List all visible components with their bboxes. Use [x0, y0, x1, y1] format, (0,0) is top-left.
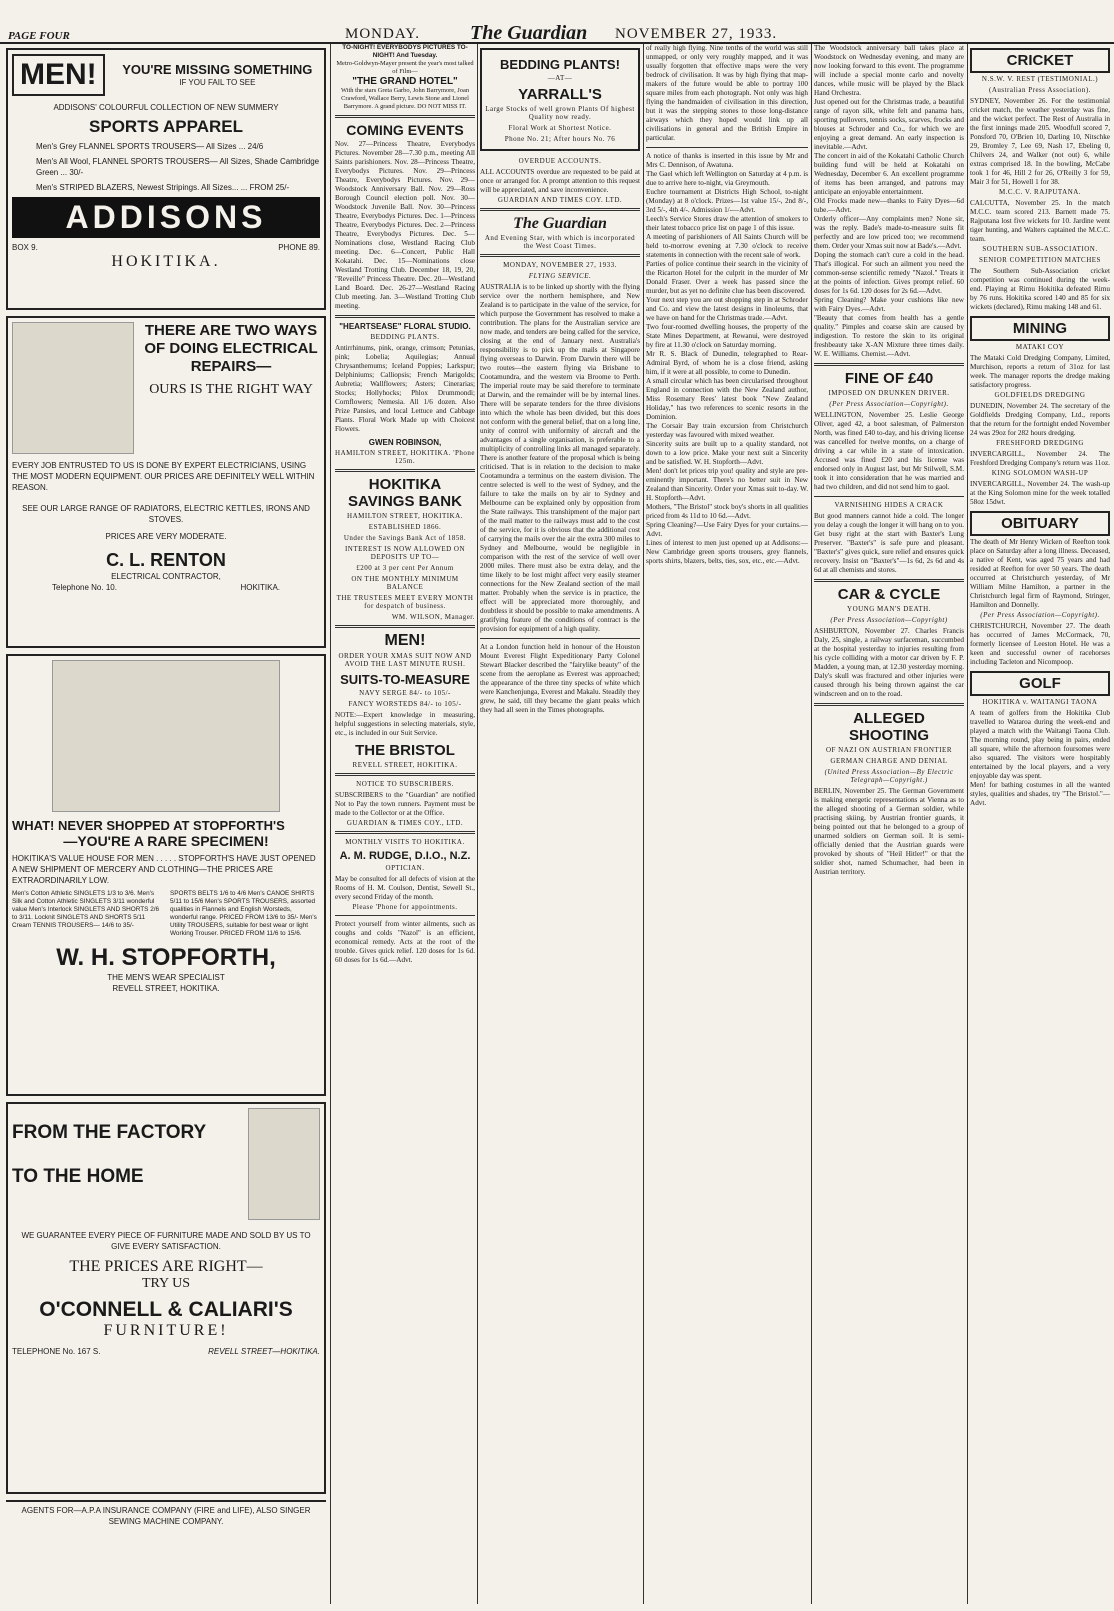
news-item: Just opened out for the Christmas trade, a beautiful range of rayon silk, white felt and panama hats, sporting pullovers, tennis socks, scarves, frocks and blouses at Schroder and Co., for which we are enjoying a great demand. An early inspection is inevitable.—Advt.	[814, 98, 964, 151]
addisons-sports: SPORTS APPAREL	[89, 117, 243, 136]
savings-bank-address: HAMILTON STREET, HOKITIKA.	[347, 512, 463, 520]
pictures-tonight: TO-NIGHT! EVERYBODYS PICTURES TO-NIGHT! And Tuesday.	[342, 44, 468, 59]
car-cycle-heading: CAR & CYCLE	[837, 586, 941, 603]
heartsease-heading: "HEARTSEASE" FLORAL STUDIO.	[339, 322, 471, 331]
bristol-order: ORDER YOUR XMAS SUIT NOW AND AVOID THE LAST MINUTE RUSH.	[338, 652, 472, 668]
renton-body: EVERY JOB ENTRUSTED TO US IS DONE BY EXPERT ELECTRICIANS, USING THE MOST MODERN EQUIPMENT. OUR PRICES ARE DEFINITELY WELL WITHIN REASON.	[12, 461, 315, 492]
news-item: Old Frocks made new—thanks to Fairy Dyes—6d tube.—Advt.	[814, 197, 964, 214]
guardian-title: The Guardian	[513, 215, 607, 232]
renton-headline: THERE ARE TWO WAYS OF DOING ELECTRICAL REPAIRS—	[144, 322, 318, 375]
column-news	[814, 44, 964, 1604]
goldfields-body: DUNEDIN, November 24. The secretary of the Goldfields Dredging Company, Ltd., reports that the return for the fortnight ended November 24 was 29oz for 282 hours dredging.	[970, 402, 1110, 437]
freshford-heading: FRESHFORD DREDGING	[996, 439, 1084, 447]
oconnell-street: REVELL STREET—HOKITIKA.	[208, 1347, 320, 1356]
mataki-body: The Mataki Cold Dredging Company, Limited, Murchison, reports a return of 31oz for last week. The manager reports the dredge making satisfactory progress.	[970, 354, 1110, 389]
renton-subhead: OURS IS THE RIGHT WAY	[149, 382, 313, 397]
mataki-heading: MATAKI COY	[1015, 343, 1065, 351]
news-item: Euchre tournament at Districts High School, to-night (Monday) at 8 o'clock. Prizes—1st value 15/-, 2nd 8/-, 3rd 5/-, 4th 4/-. Admission 1/-—Advt.	[646, 188, 808, 214]
renton-tel: Telephone No. 10.	[52, 583, 117, 592]
obituary-heading: OBITUARY	[970, 511, 1110, 536]
addisons-item-3: Men's STRIPED BLAZERS, Newest Stripings. All Sizes... ... FROM 25/-	[36, 183, 290, 192]
bristol-men: MEN!	[384, 632, 426, 649]
masthead-day: MONDAY.	[345, 26, 420, 42]
yarrall-floral: Floral Work at Shortest Notice.	[508, 124, 612, 132]
news-item: The concert in aid of the Kokatahi Catholic Church building fund will be held at Kokatahi on Wednesday, December 6. An excellent programme of items has been arranged, and patrons may anticipate an enjoyable entertainment.	[814, 152, 964, 196]
savings-bank-interest: INTEREST IS NOW ALLOWED ON DEPOSITS UP TO—	[344, 545, 466, 561]
news-item: Doping the stomach can't cure a cold in the head. That's illogical. For such an ailment you need the common-sense scientific remedy "Nazol." Treats it at the points of infection. Gives prompt relief. 60 doses for 1s 6d. 120 doses for 2s 6d.—Advt.	[814, 251, 964, 295]
stopforth-list-right: SPORTS BELTS 1/6 to 4/6 Men's CANOE SHIRTS 5/11 to 15/6 Men's SPORTS TROUSERS, assorted qualities in Flannels and English Worsteds, wonderful range. PRICED FROM 13/6 to 35/- Men's Utility TROUSERS, suitable for best wear or light Working Trouser. PRICED FROM 11/6 to 15/6.	[170, 890, 317, 937]
bathing-advert: Men! for bathing costumes in all the wanted styles, qualities and shades, try "The Bristol."—Advt.	[970, 781, 1110, 807]
notice-subscribers-company: GUARDIAN & TIMES COY., LTD.	[346, 819, 464, 827]
savings-bank-act: Under the Savings Bank Act of 1858.	[343, 534, 467, 542]
editorial-heading: FLYING SERVICE.	[528, 272, 592, 280]
savings-bank-manager: WM. WILSON, Manager.	[391, 613, 475, 621]
southern-heading: SOUTHERN SUB-ASSOCIATION.	[982, 245, 1098, 253]
overdue-body: ALL ACCOUNTS overdue are requested to be paid at once or arranged for. A prompt attention to this request will be appreciated, and save inconvenience.	[480, 168, 640, 194]
notice-subscribers-body: SUBSCRIBERS to the "Guardian" are notified Not to Pay the town runners. Payment must be made to the Collector or at the Office.	[335, 791, 475, 817]
column-rule	[477, 44, 478, 1604]
oconnell-advert	[6, 1102, 326, 1494]
car-cycle-subheading: YOUNG MAN'S DEATH.	[847, 605, 931, 613]
bristol-address: REVELL STREET, HOKITIKA.	[352, 761, 458, 769]
pictures-stars: With the stars Greta Garbo, John Barrymore, Joan Crawford, Wallace Berry, Lewis Stone and Lionel Barrymore. A grand picture. DO NOT MISS IT.	[340, 87, 470, 110]
column-local-news	[646, 44, 808, 1604]
savings-bank-balance: ON THE MONTHLY MINIMUM BALANCE	[351, 575, 459, 591]
fine-body: WELLINGTON, November 25. Leslie George Oliver, aged 42, a boot salesman, of Palmerston North, was fined £40 to-day, and his driving license was cancelled for twelve months, on a charge of driving a car while in a state of intoxication. Accused was fined £20 and his license was endorsed only in August last, but Mr Stilwell, S.M. took it into consideration that he was married and had two children, and did not send him to gaol.	[814, 411, 964, 491]
golf-subheading: HOKITIKA v. WAITANGI TAONA	[982, 698, 1098, 706]
nazol-advert: Protect yourself from winter ailments, such as coughs and colds "Nazol" is an efficient, economical remedy. Acts at the root of the trouble. Gives quick relief. 120 doses for 1s 6d. 60 doses for 1s 6d.—Advt.	[335, 920, 475, 964]
heartsease-plants: Antirrhinums, pink, orange, crimson; Petunias, pink; Lobelia; Aquilegias; Annual Chrysanthemums; Iceland Poppies; Larkspur; Delphiniums; Calliopsis; French Marigolds; Aubretia; Wallflowers; Asters; Cinerarias; Stocks; Hollyhocks; Phlox Drummondi; Cornflowers; Nemesia. All 1/6 dozen. Also Prize Pansies, and local Lettuce and Cabbage Plants. Floral Work Made up with Choicest Flowers.	[335, 344, 475, 433]
stopforth-street: REVELL STREET, HOKITIKA.	[112, 984, 220, 993]
obituary-body-2: CHRISTCHURCH, November 27. The death has occurred of James McCormack, 70, formerly licensee of Leeston Hotel. He was a keen and successful owner of racehorses including Tacleton and Nicompoop.	[970, 622, 1110, 666]
yarrall-at: —AT—	[547, 74, 573, 82]
renton-see: SEE OUR LARGE RANGE OF RADIATORS, ELECTRIC KETTLES, IRONS AND STOVES.	[22, 504, 310, 524]
news-item: Your next step you are out shopping step in at Schroder and Co. and view the latest designs in linoleums, that we have on hand for the Christmas trade.—Advt.	[646, 296, 808, 322]
column-rule	[811, 44, 812, 1604]
masthead	[0, 0, 1114, 44]
fine-subheading: IMPOSED ON DRUNKEN DRIVER.	[828, 389, 950, 397]
obituary-source: (Per Press Association—Copyright).	[980, 611, 1100, 619]
addisons-phone: PHONE 89.	[278, 243, 320, 252]
notice-subscribers-heading: NOTICE TO SUBSCRIBERS.	[356, 780, 454, 788]
oconnell-tel: TELEPHONE No. 167 S.	[12, 1347, 101, 1356]
overdue-heading: OVERDUE ACCOUNTS.	[518, 157, 602, 165]
oconnell-body: WE GUARANTEE EVERY PIECE OF FURNITURE MADE AND SOLD BY US TO GIVE EVERY SATISFACTION.	[21, 1231, 311, 1251]
oconnell-furniture: FURNITURE!	[103, 1322, 229, 1339]
news-item: Sincerity suits are built up to a quality standard, not down to a low price. Make your next suit a Sincerity and be satisfied. W. H. Stopforth—Advt.	[646, 440, 808, 466]
fine-heading: FINE OF £40	[844, 370, 934, 387]
news-item: Orderly officer—Any complaints men? None sir, was the reply. Bade's made-to-measure suits fit perfectly and are low priced too; we recommend them. Order your Xmas suit now at Bade's.—Advt.	[814, 215, 964, 250]
news-item: Spring Cleaning? Make your cushions like new with Fairy Dyes.—Advt.	[814, 296, 964, 313]
addisons-town: HOKITIKA.	[111, 253, 221, 270]
golf-heading: GOLF	[970, 671, 1110, 696]
news-item: The Gael which left Wellington on Saturday at 4 p.m. is due to arrive here to-night, via Greymouth.	[646, 170, 808, 187]
yarrall-bedding: BEDDING PLANTS!	[500, 57, 620, 72]
stopforth-list-left: Men's Cotton Athletic SINGLETS 1/3 to 3/6. Men's Silk and Cotton Athletic SINGLETS 3/11 wonderful value Men's Interlock SINGLETS AND SHORTS 2/6 to 3/11. Locknit SINGLETS AND SHORTS 5/11 Cream TENNIS TROUSERS— 14/6 to 35/-	[12, 890, 160, 929]
guardian-incorporated: And Evening Star, with which is incorporated the West Coast Times.	[484, 234, 636, 250]
renton-prices: PRICES ARE VERY MODERATE.	[105, 532, 227, 541]
addisons-men: MEN!	[12, 54, 105, 96]
fine-source: (Per Press Association—Copyright).	[829, 400, 949, 408]
column-sport	[970, 44, 1110, 1604]
yarrall-stocks: Large Stocks of well grown Plants Of highest Quality now ready.	[485, 105, 635, 121]
lamp-illustration	[12, 322, 134, 454]
king-solomon-heading: KING SOLOMON WASH-UP	[991, 469, 1089, 477]
savings-bank-heading: HOKITIKA SAVINGS BANK	[348, 476, 462, 510]
bristol-navy: NAVY SERGE 84/- to 105/-	[359, 689, 451, 697]
bristol-fancy: FANCY WORSTEDS 84/- to 105/-	[348, 700, 462, 708]
oconnell-try: TRY US	[141, 1276, 191, 1291]
news-item: Men! don't let prices trip you! quality and style are pre-eminently important. There's no better suit in New Zealand than Sincerity. Order your Xmas suit to-day. W. H. Stopforth—Advt.	[646, 467, 808, 502]
silhouette-illustration	[248, 1108, 320, 1220]
rudge-monthly: MONTHLY VISITS TO HOKITIKA.	[345, 838, 465, 846]
pictures-film: "THE GRAND HOTEL"	[352, 76, 458, 87]
news-item: The Corsair Bay train excursion from Christchurch yesterday was favoured with mixed weather.	[646, 422, 808, 439]
car-cycle-source: (Per Press Association—Copyright)	[830, 616, 948, 624]
mcc-body: CALCUTTA, November 25. In the match M.C.C. team scored 213. Barnett made 75. Rajputana lost five wickets for 10. Jardine went tiger hunting, and Walters captained the M.C.C. team.	[970, 199, 1110, 243]
masthead-title: The Guardian	[470, 22, 588, 44]
column-rule	[643, 44, 644, 1604]
renton-trade: ELECTRICAL CONTRACTOR,	[111, 572, 221, 581]
addisons-logo: ADDISONS	[12, 197, 320, 238]
news-item: Spring Cleaning?—Use Fairy Dyes for your curtains.—Advt.	[646, 521, 808, 538]
king-solomon-body: INVERCARGILL, November 24. The wash-up at the King Solomon mine for the week totalled 58oz 15dwt.	[970, 480, 1110, 506]
mcc-heading: M.C.C. V. RAJPUTANA.	[998, 188, 1082, 196]
news-item: A meeting of parishioners of All Saints Church will be held to-morrow evening at 7.30 o'clock to receive statements in connection with the recent sale of work.	[646, 233, 808, 259]
coming-events-heading: COMING EVENTS	[346, 122, 464, 138]
page-number: PAGE FOUR	[8, 30, 70, 42]
cricket-heading: CRICKET	[970, 48, 1110, 73]
news-item: A small circular which has been circularised throughout England in connection with the New Zealand author, Miss Rosemary Rees' latest book "New Zealand Holiday," has two references to scenic resorts in the Dominion.	[646, 377, 808, 421]
news-item: Lines of interest to men just opened up at Addisons:—New Cambridge green sports trousers, grey flannels, sports shirts, blazers, belts, ties, sox, etc., etc.—Advt.	[646, 539, 808, 565]
goldfields-heading: GOLDFIELDS DREDGING	[994, 391, 1086, 399]
senior-body: The Southern Sub-Association cricket competition was continued during the week-end. Playing at Rimu Hokitika defeated Rimu by 76 runs. Hokitika scored 140 and 85 for six wickets (declared), Rimu making 148 and 61.	[970, 267, 1110, 311]
stopforth-advert	[6, 654, 326, 1096]
freshford-body: INVERCARGILL, November 24. The Freshford Dredging Company's return was 11oz.	[970, 450, 1110, 467]
rudge-optician: OPTICIAN.	[385, 864, 425, 872]
stopforth-name: W. H. STOPFORTH,	[56, 944, 276, 971]
robinson-address: HAMILTON STREET, HOKITIKA. 'Phone 125m.	[335, 449, 475, 465]
renton-name: C. L. RENTON	[106, 550, 226, 570]
rudge-appointments: Please 'Phone for appointments.	[352, 903, 458, 911]
news-item: Parties of police continue their search in the vicinity of the Ricarton Hotel for the culprit in the murder of Mr Donald Fraser. Over a week has passed since the murder, but as yet no definite clue has been discovered.	[646, 260, 808, 295]
heartsease-bedding: BEDDING PLANTS.	[370, 333, 440, 341]
addisons-fail: IF YOU FAIL TO SEE	[179, 78, 256, 87]
oconnell-agents: AGENTS FOR—A.P.A INSURANCE COMPANY (FIRE and LIFE), ALSO SINGER SEWING MACHINE COMPANY.	[6, 1500, 326, 1527]
news-item: Mr R. S. Black of Dunedin, telegraphed to Rear-Admiral Byrd, of whom he is a close friend, asking him, if it were at all possible, to come to Dunedin.	[646, 350, 808, 376]
stopforth-intro: HOKITIKA'S VALUE HOUSE FOR MEN . . . . . STOPFORTH'S HAVE JUST OPENED A NEW SHIPMENT OF MERCERY AND CLOTHING—THE PRICES ARE EXTRAORDINARILY LOW.	[12, 854, 316, 885]
robinson-name: GWEN ROBINSON,	[368, 438, 442, 447]
renton-advert	[6, 316, 326, 648]
alleged-shooting-subheading: OF NAZI ON AUSTRIAN FRONTIER	[825, 746, 952, 754]
addisons-missing: YOU'RE MISSING SOMETHING	[122, 62, 313, 77]
stopforth-trade: THE MEN'S WEAR SPECIALIST	[107, 973, 225, 982]
news-item: A notice of thanks is inserted in this issue by Mr and Mrs C. Dennison, of Awatuna.	[646, 152, 808, 169]
news-item: Mothers, "The Bristol" stock boy's shorts in all qualities priced from 4s 11d to 10 6d.—Advt.	[646, 503, 808, 520]
column-rule	[967, 44, 968, 1604]
stopforth-headline: WHAT! NEVER SHOPPED AT STOPFORTH'S	[12, 818, 285, 833]
oconnell-name: O'CONNELL & CALIARI'S	[39, 1298, 293, 1321]
news-item: "Beauty that comes from health has a gentle quality." Pimples and coarse skin are caused by indigestion. To restore the skin to its original freshbeauty take X-AN Mixture three times daily. W. E. Williams. Chemist.—Advt.	[814, 314, 964, 358]
column-rule	[330, 44, 331, 1604]
oconnell-factory: FROM THE FACTORY	[12, 1122, 207, 1143]
cricket-subheading: N.S.W. V. REST (TESTIMONIAL.)	[981, 75, 1099, 83]
stopforth-subhead: —YOU'RE A RARE SPECIMEN!	[63, 833, 269, 849]
obituary-body: The death of Mr Henry Wicken of Reefton took place on Saturday after a long illness. Deceased, a native of Kent, was aged 75 years and had resided at Reefton for over 50 years. The death occurred at Christchurch yesterday, of Mr William Milne Hamilton, a partner in the Christchurch legal firm of Raymond, Stringer, Hamilton and Donnelly.	[970, 538, 1110, 609]
dancing-couple-illustration	[52, 660, 280, 812]
yarrall-name: YARRALL'S	[518, 86, 602, 103]
savings-bank-rate: £200 at 3 per cent Per Annum	[356, 564, 454, 572]
pictures-mgm: Metro-Goldwyn-Mayer present the year's most talked of Film—	[336, 60, 474, 75]
column-editorial	[480, 44, 640, 1604]
bristol-name: THE BRISTOL	[355, 742, 455, 759]
savings-bank-trustees: THE TRUSTEES MEET EVERY MONTH for despatch of business.	[336, 594, 474, 610]
addisons-item-1: Men's Grey FLANNEL SPORTS TROUSERS— All Sizes ... 24/6	[36, 142, 264, 151]
alleged-shooting-source: (United Press Association—By Electric Telegraph—Copyright.)	[824, 768, 954, 784]
alleged-shooting-subheading-2: GERMAN CHARGE AND DENIAL	[830, 757, 948, 765]
alleged-shooting-heading: ALLEGED SHOOTING	[848, 710, 929, 744]
addisons-advert	[6, 48, 326, 310]
cricket-source: (Australian Press Association).	[988, 86, 1091, 94]
editorial-body: AUSTRALIA is to be linked up shortly with the flying service over the northern hemisphere, and New Zealand is to participate in the value of the service, for which purpose the Government has resolved to make a contribution. The plans for the Australian service are now made, and tenders are being called for the service, closing at the end of January next. Australia's responsibility is to pick up the mails at Singapore flying overseas to Darwin. From Darwin there will be two routes—the eastern flying via Brisbane to Cootamundra, and the western via Broome to Perth. The imperial route may be said therefore to terminate at Darwin, and the remainder will be by internal lines. There will be separate tenders for the three divisions into which the whole has been divided, but this does not conform with the general belief, that on a long line, unity of control with uniformity of aircraft and the advantages of a single organisation, is preferable to a multiplicity of controlling links all managed separately. There is another feature of the proposal which is being criticised. That is in relation to the decision to make Cootamundra a terminus on the eastern division. The centre selected is well to the west of Sydney, and the failure to take the mails on by air to Sydney and Melbourne can be explained only by opposition from the State railways. This transhipment of the major part of the mail matter to the railways must add to the cost of the service, for it is obvious that the additional cost of carrying the mails over the air the extra 300 miles to Sydney and Melbourne, would be negligible in comparison with the rest of the service of well over 2000 miles. There must also be extra delay, and the time likely to be lost might affect very easily steamer connections for the New Zealand section of the mail matter. Probably when the service is in practice, the effect will be appreciated more thoroughly, and doubtless it should be possible to make amendments. A gratifying feature of the conditions of contract is the provision for equipment of a high quality.	[480, 283, 640, 633]
addisons-item-2: Men's All Wool, FLANNEL SPORTS TROUSERS— All Sizes, Shade Cambridge Green ... 30/-	[36, 157, 320, 177]
mining-heading: MINING	[970, 316, 1110, 341]
varnishing-heading: VARNISHING HIDES A CRACK	[834, 501, 944, 509]
cricket-body: SYDNEY, November 26. For the testimonial cricket match, the weather yesterday was fine, and the wicket perfect. The Rest of Australia in the first innings made 205. Woodfull scored 7, Ponsford 70, O'Brien 10, Darling 10, Nitschke 29, Bromley 7, Lee 69, Nash 17, Ebeling 0, Chilvers 24, and Walker (not out) 6, while extras comprised 18. In the bowling, McCabe took 1 for 46, Hill 2 for 26, O'Reilly 3 for 59, Mair 3 for 51, Howell 1 for 38.	[970, 97, 1110, 186]
bristol-note: NOTE:—Expert knowledge in measuring, helpful suggestions in selecting materials, style, etc., is included in our Suit Service.	[335, 711, 475, 737]
column-advertisements	[6, 44, 326, 1604]
editorial-dateline: MONDAY, NOVEMBER 27, 1933.	[503, 261, 617, 269]
yarrall-advert	[480, 48, 640, 151]
renton-town: HOKITIKA.	[240, 583, 280, 592]
news-item: Leech's Service Stores draw the attention of smokers to their latest tobacco price list on page 1 of this issue.	[646, 215, 808, 232]
yarrall-phone: Phone No. 21; After hours No. 76	[504, 135, 616, 143]
rudge-name: A. M. RUDGE, D.I.O., N.Z.	[339, 850, 471, 862]
news-item: The Woodstock anniversary ball takes place at Woodstock on Wednesday evening, and many are now looking forward to this event. The programme will include a special monte carlo and novelty dances, while music will be played by the Black Hand Orchestra.	[814, 44, 964, 97]
column-notices	[335, 44, 475, 1604]
varnishing-body: But good manners cannot hide a cold. The longer you delay a cough the longer it will hang on to you. Get busy right at the start with Baxter's Lung Preserver. "Baxter's" is safe pure and pleasant. "Baxter's" gives quick, sure relief and ensures quick recovery. Insist on "Baxter's"—1s 6d, 2s 6d and 4s 6d at all chemists and stores.	[814, 512, 964, 574]
rudge-body: May be consulted for all defects of vision at the Rooms of H. M. Coulson, Dentist, Sewell St., every second Friday of the month.	[335, 875, 475, 901]
car-cycle-body: ASHBURTON, November 27. Charles Francis Daly, 25, single, a railway surfaceman, succumbed at the hospital yesterday to injuries resulting from his cycle colliding with a motor car driven by F. P. Madden, a young man, at 12.30 yesterday morning. Daly's skull was fractured and other injuries were caused through his being thrown against the car windscreen and on to the road.	[814, 627, 964, 698]
bristol-suits: SUITS-TO-MEASURE	[340, 672, 470, 687]
alleged-shooting-body: BERLIN, November 25. The German Government is making energetic representations at Vienna as to the alleged shooting of a German soldier, while practising skiing, by Austrian frontier guards, it being pointed out that he belonged to a group of unarmed soldiers on German soil. It is semi-officially denied that the Austrian guards were provoked by shouts of "Heil Hitler!" or that the soldier shot, named Schumacher, had been in Austrian territory.	[814, 787, 964, 876]
addisons-collection: ADDISONS' COLOURFUL COLLECTION OF NEW SUMMERY	[53, 103, 279, 112]
everest-paragraph: At a London function held in honour of the Houston Mount Everest Flight Expeditionary Party Colonel Stewart Blacker described the "fairylike beauty" of the scene from the aeroplane as Everest was approached; the appearance of the three tiny specks of white which were Kanchenjunga, Everest and Makalu. Steadily they grew, he said, till they became the giant peaks which they had all seen in the Times photographs.	[480, 643, 640, 714]
senior-heading: SENIOR COMPETITION MATCHES	[979, 256, 1101, 264]
oconnell-home: TO THE HOME	[12, 1166, 144, 1187]
overdue-company: GUARDIAN AND TIMES COY. LTD.	[497, 196, 623, 204]
savings-bank-established: ESTABLISHED 1866.	[368, 523, 442, 531]
news-item: Two four-roomed dwelling houses, the property of the State Mines Department, at Rewanui, were destroyed by fire at 11.30 o'clock on Saturday morning.	[646, 323, 808, 349]
golf-body: A team of golfers from the Hokitika Club travelled to Wataroa during the week-end and played a match with the Waitangi Taona Club. The morning round, play being in pairs, ended all square, while the afternoon foursomes were also squared. The visitors were hospitably entertained by the local players, and a very enjoyable day was spent.	[970, 709, 1110, 780]
masthead-date: NOVEMBER 27, 1933.	[615, 26, 778, 42]
coming-events-list: Nov. 27—Princess Theatre, Everybodys Pictures. November 28—7.30 p.m., meeting All Saints parishioners. Nov. 28—Princess Theatre, Everybodys Pictures. Nov. 29—Princess Theatre, Everybodys Pictures. Nov. 29—Woodstock Anniversary Ball. Nov. 29—Ross Borough Council election poll. Nov. 30—Woodstock Juvenile Ball. Nov. 30—Princess Theatre, Everybodys Pictures. Dec. 1—Princess Theatre, Everybodys Pictures. Dec. 2—Princess Theatre, Everybodys Pictures. Dec. 5—Nominations close, Westland Racing Club meeting. Dec. 6—Concert, Public Hall Kokatahi. Dec. 15—Nominations close Westland Trotting Club. December 18, 19, 20, "Reveille" Princess Theatre. Dec. 20—Westland Land Board. Dec. 26-27—Westland Racing Club meeting. Jan. 3—Westland Trotting Club meeting.	[335, 140, 475, 310]
oconnell-prices: THE PRICES ARE RIGHT—	[69, 1258, 263, 1275]
news-item: of really high flying. Nine tenths of the world was still unmapped, or only very roughly mapped, and it was usually forgotten that effective maps were the very bedrock of civilisation. It was by high flying that map-makers of the future would be able to portray 100 square miles from each photograph. Not only was high flying the handmaiden of civilisation in this direction, but it was the stepping stones to those long-distance airways which they hoped would link up all civilisations in general and the British Empire in particular.	[646, 44, 808, 142]
addisons-box: BOX 9.	[12, 243, 38, 252]
